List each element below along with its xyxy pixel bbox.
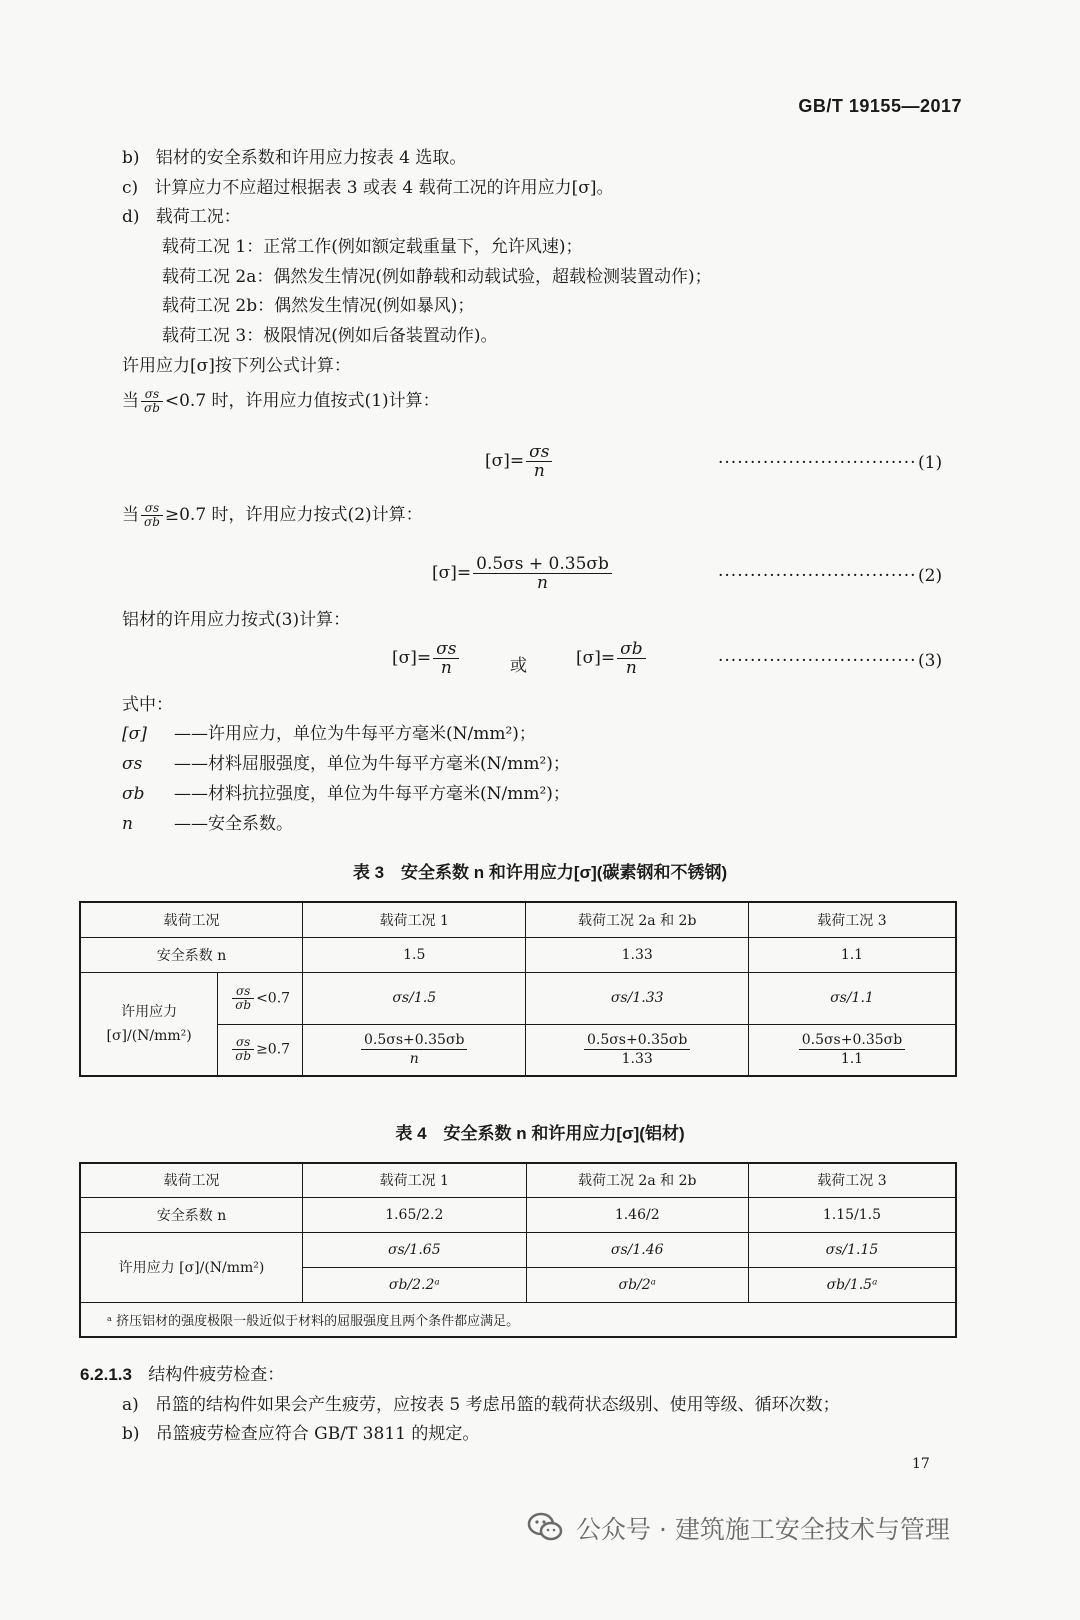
load-case-2a: 载荷工况 2a：偶然发生情况(例如静载和动载试验，超载检测装置动作)；	[162, 267, 712, 287]
formula-1-numerator: σs	[526, 443, 552, 462]
table-header-cell: 载荷工况 2a 和 2b	[526, 1163, 748, 1197]
where-title: 式中：	[122, 695, 173, 715]
ratio-denominator: σb	[235, 997, 252, 1012]
fraction-numerator: 0.5σs+0.35σb	[361, 1031, 467, 1050]
item-b-label: b)	[122, 148, 140, 168]
formula-1	[485, 443, 554, 480]
page-number: 17	[912, 1456, 930, 1472]
where-line	[122, 782, 570, 806]
formula-3b-lhs: [σ]=	[576, 648, 616, 668]
stress-ratio	[141, 388, 163, 415]
table-cell: 1.33	[526, 937, 748, 972]
ratio-denominator: σb	[235, 1049, 252, 1064]
section-heading	[80, 1363, 284, 1387]
table-row	[80, 1163, 956, 1197]
where-text: ——材料抗拉强度，单位为牛每平方毫米(N/mm²)；	[174, 784, 570, 804]
table-header-cell: 载荷工况 2a 和 2b	[526, 902, 748, 937]
condition-2-prefix: 当	[122, 505, 139, 525]
condition-2	[122, 500, 423, 529]
fatigue-item-b	[122, 1422, 479, 1446]
where-text: ——许用应力，单位为牛每平方毫米(N/mm²)；	[174, 724, 536, 744]
table-row	[80, 902, 956, 937]
item-b-text: 铝材的安全系数和许用应力按表 4 选取。	[155, 148, 467, 168]
table-cell: 安全系数 n	[80, 937, 303, 972]
formula-1-tag: (1)	[918, 453, 943, 473]
fraction-denominator: 1.1	[840, 1051, 864, 1068]
watermark-text: 公众号 · 建筑施工安全技术与管理	[576, 1515, 950, 1544]
table-4-caption: 表 4 安全系数 n 和许用应力[σ](铝材)	[395, 1124, 685, 1143]
formula-2-tag: (2)	[918, 566, 943, 586]
table-row	[80, 972, 956, 1024]
fatigue-item-b-text: 吊篮疲劳检查应符合 GB/T 3811 的规定。	[155, 1424, 480, 1444]
table-header-cell: 载荷工况 3	[748, 1163, 956, 1197]
where-text: ——材料屈服强度，单位为牛每平方毫米(N/mm²)；	[174, 754, 570, 774]
ratio-numerator: σs	[141, 502, 163, 516]
where-symbol: σb	[122, 784, 145, 804]
where-symbol: [σ]	[122, 724, 147, 744]
formula-1-leader: ·······························	[718, 453, 917, 473]
condition-text: <0.7	[256, 990, 291, 1006]
table-cell: σs/1.5	[303, 972, 526, 1024]
table-cell: 1.65/2.2	[303, 1197, 526, 1232]
table-cell: 1.15/1.5	[748, 1197, 956, 1232]
table-header-cell: 载荷工况 3	[748, 902, 956, 937]
table-cell: σb/1.5ᵃ	[748, 1267, 956, 1302]
table-cell: 许用应力 [σ]/(N/mm²)	[80, 1232, 303, 1302]
fraction-denominator: 1.33	[621, 1051, 653, 1068]
fraction-numerator: 0.5σs+0.35σb	[799, 1031, 905, 1050]
ratio-numerator: σs	[232, 1036, 254, 1050]
ratio-numerator: σs	[141, 388, 163, 402]
where-text: ——安全系数。	[174, 814, 293, 834]
table-cell: σs/1.33	[526, 972, 748, 1024]
formula-3b	[576, 640, 648, 677]
standard-number: GB/T 19155—2017	[798, 96, 962, 116]
table-header-cell: 载荷工况	[80, 902, 303, 937]
table-3	[79, 901, 957, 1077]
table-cell	[218, 972, 303, 1024]
formula-1-lhs: [σ]=	[485, 451, 525, 471]
ratio-numerator: σs	[232, 985, 254, 999]
condition-text: ≥0.7	[256, 1041, 291, 1058]
table-4	[79, 1162, 957, 1338]
item-d-label: d)	[122, 207, 140, 227]
formula-intro: 许用应力[σ]按下列公式计算：	[122, 356, 351, 376]
table-row	[80, 1302, 956, 1337]
load-case-2b: 载荷工况 2b：偶然发生情况(例如暴风)；	[162, 296, 475, 316]
formula-3b-denominator: n	[625, 658, 637, 678]
table-header-cell: 载荷工况 1	[303, 1163, 526, 1197]
fraction-denominator: n	[409, 1051, 419, 1068]
ratio-denominator: σb	[144, 401, 160, 415]
item-d	[122, 205, 241, 229]
item-d-text: 载荷工况：	[155, 207, 241, 227]
formula-2-lhs: [σ]=	[432, 563, 472, 583]
section-number: 6.2.1.3	[80, 1365, 132, 1384]
item-c	[122, 176, 614, 200]
formula-1-fraction	[526, 443, 552, 480]
table-cell: σs/1.65	[303, 1232, 526, 1267]
where-symbol: σs	[122, 754, 143, 774]
table-cell: 1.5	[303, 937, 526, 972]
formula-2-denominator: n	[537, 573, 548, 593]
formula-2-numerator: 0.5σs + 0.35σb	[473, 555, 612, 574]
formula-1-denominator: n	[533, 461, 545, 481]
formula-3a-denominator: n	[440, 658, 452, 678]
where-symbol: n	[122, 814, 133, 834]
table-cell: 安全系数 n	[80, 1197, 303, 1232]
fatigue-item-a-text: 吊篮的结构件如果会产生疲劳，应按表 5 考虑吊篮的载荷状态级别、使用等级、循环次数；	[155, 1395, 840, 1415]
formula-3-or: 或	[510, 656, 527, 676]
where-line	[122, 752, 570, 776]
table-cell: 1.1	[748, 937, 956, 972]
fatigue-item-b-label: b)	[122, 1424, 140, 1444]
table-row	[80, 937, 956, 972]
table-cell: σs/1.46	[526, 1232, 748, 1267]
table-cell	[218, 1024, 303, 1076]
condition-2-text: ≥0.7 时，许用应力按式(2)计算：	[164, 505, 423, 525]
aluminium-intro: 铝材的许用应力按式(3)计算：	[122, 610, 351, 630]
formula-3-tag: (3)	[918, 651, 943, 671]
formula-2-leader: ·······························	[718, 566, 917, 586]
formula-3a	[392, 640, 461, 677]
item-c-label: c)	[122, 178, 139, 198]
where-line	[122, 722, 536, 746]
fatigue-item-a-label: a)	[122, 1395, 139, 1415]
table-cell	[748, 1024, 956, 1076]
table-row	[80, 1197, 956, 1232]
formula-2-fraction	[473, 555, 612, 592]
table-3-caption: 表 3 安全系数 n 和许用应力[σ](碳素钢和不锈钢)	[352, 863, 728, 882]
table-cell: σs/1.1	[748, 972, 956, 1024]
formula-3a-lhs: [σ]=	[392, 648, 432, 668]
condition-1-prefix: 当	[122, 391, 139, 411]
load-case-3: 载荷工况 3：极限情况(例如后备装置动作)。	[162, 326, 498, 346]
table-cell: 许用应力 [σ]/(N/mm²)	[80, 972, 218, 1076]
condition-1	[122, 386, 440, 415]
table-cell: 1.46/2	[526, 1197, 748, 1232]
table-cell	[303, 1024, 526, 1076]
formula-3-leader: ·······························	[718, 651, 917, 671]
condition-1-text: <0.7 时，许用应力值按式(1)计算：	[164, 391, 440, 411]
table-cell: σb/2.2ᵃ	[303, 1267, 526, 1302]
wechat-icon	[527, 1512, 563, 1547]
formula-3b-numerator: σb	[617, 640, 646, 659]
fraction-numerator: 0.5σs+0.35σb	[584, 1031, 690, 1050]
table-cell	[526, 1024, 748, 1076]
formula-3b-fraction	[617, 640, 646, 677]
item-b	[122, 146, 466, 170]
formula-3a-numerator: σs	[433, 640, 459, 659]
formula-3a-fraction	[433, 640, 459, 677]
table-footnote: ᵃ 挤压铝材的强度极限一般近似于材料的屈服强度且两个条件都应满足。	[80, 1302, 956, 1337]
table-row	[80, 1232, 956, 1267]
table-header-cell: 载荷工况 1	[303, 902, 526, 937]
section-title: 结构件疲劳检查：	[148, 1365, 285, 1385]
formula-2	[432, 555, 614, 592]
table-cell: σs/1.15	[748, 1232, 956, 1267]
item-c-text: 计算应力不应超过根据表 3 或表 4 载荷工况的许用应力[σ]。	[154, 178, 614, 198]
table-cell: σb/2ᵃ	[526, 1267, 748, 1302]
load-case-1: 载荷工况 1：正常工作(例如额定载重量下，允许风速)；	[162, 237, 583, 257]
stress-ratio	[141, 502, 163, 529]
fatigue-item-a	[122, 1393, 840, 1417]
table-header-cell: 载荷工况	[80, 1163, 303, 1197]
ratio-denominator: σb	[144, 515, 160, 529]
where-line	[122, 812, 293, 836]
